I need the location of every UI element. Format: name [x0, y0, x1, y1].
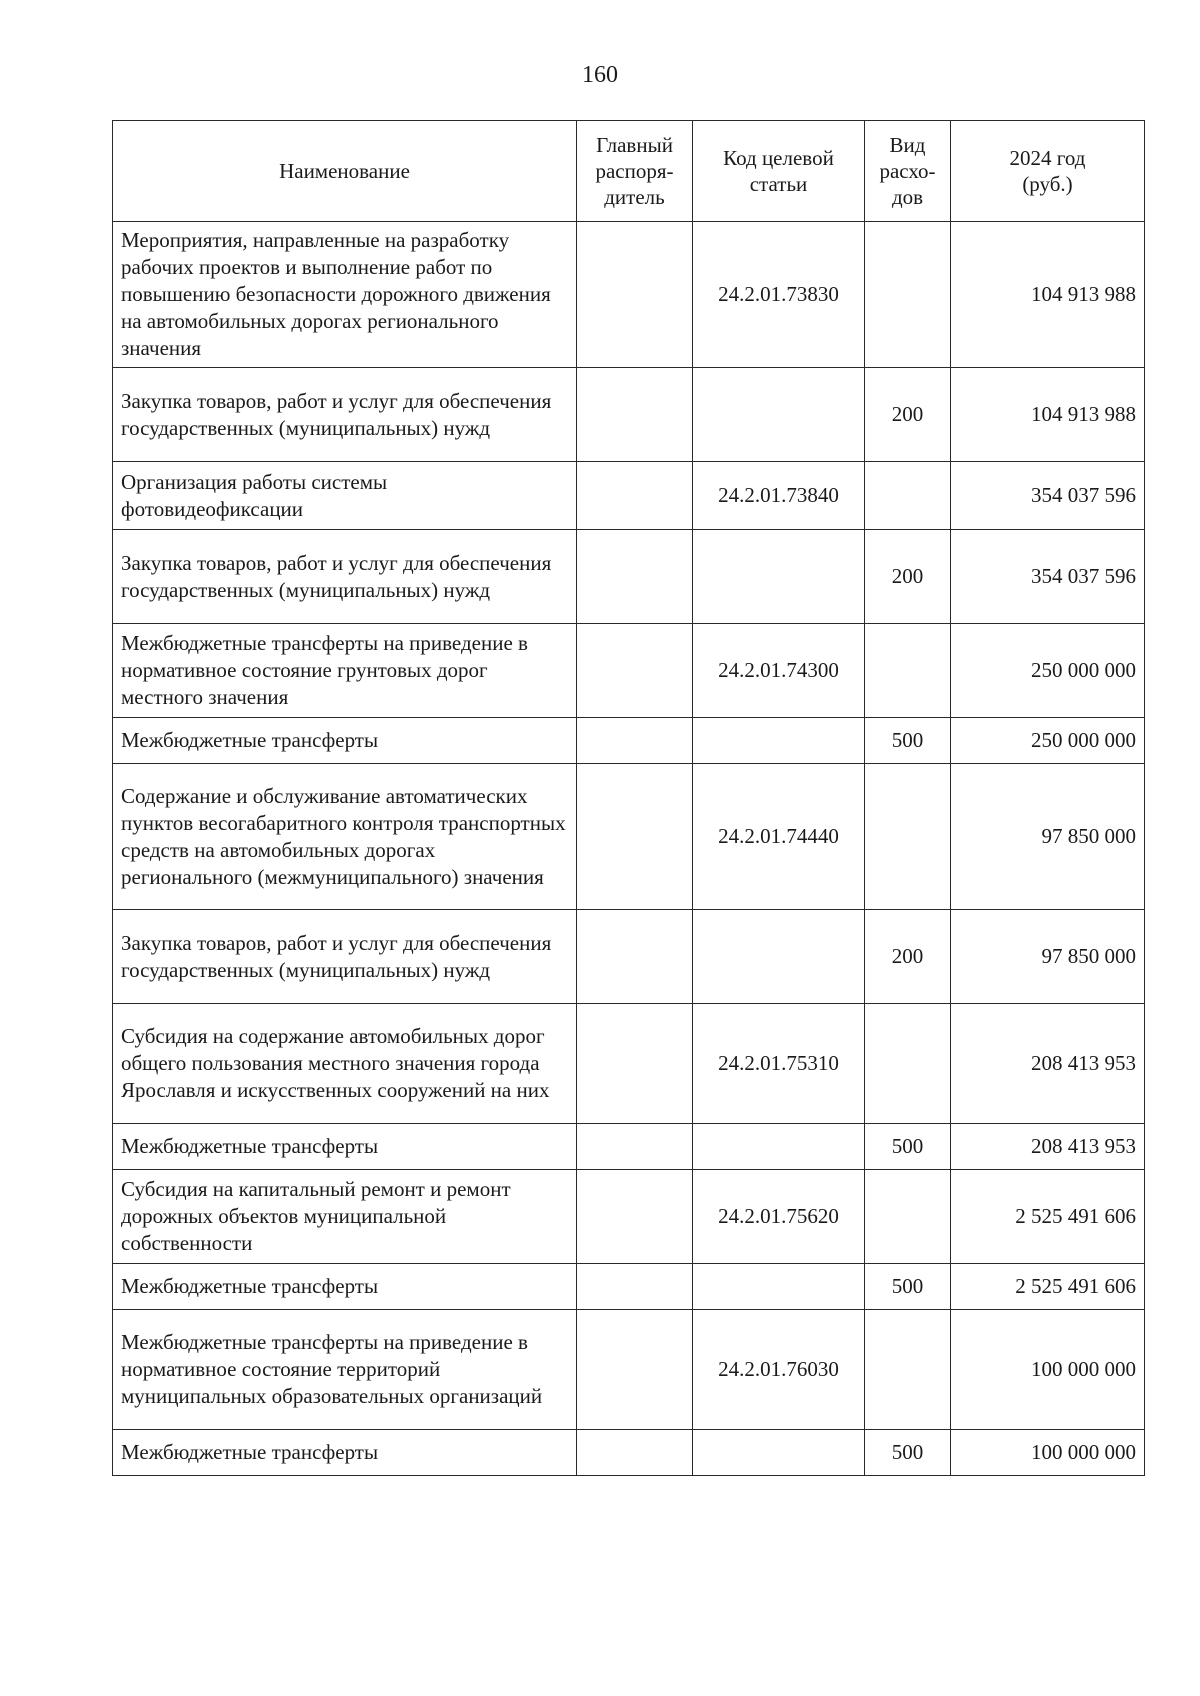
header-code-line: статьи [749, 172, 808, 196]
cell-name: Межбюджетные трансферты [113, 1430, 577, 1476]
cell-admin [577, 1310, 693, 1430]
table-row [113, 1004, 1145, 1124]
cell-name: Субсидия на содержание автомобильных дорог общего пользования местного значения города Ярославля и искусственных сооружений на них [113, 1004, 577, 1124]
cell-amount: 104 913 988 [951, 222, 1145, 368]
cell-code [693, 1264, 865, 1310]
cell-amount: 354 037 596 [951, 530, 1145, 624]
table-row [113, 624, 1145, 718]
cell-type [865, 1004, 951, 1124]
cell-amount: 250 000 000 [951, 718, 1145, 764]
header-admin-line: дитель [604, 185, 665, 209]
table-row [113, 1430, 1145, 1476]
cell-type: 500 [865, 718, 951, 764]
cell-admin [577, 462, 693, 530]
cell-code [693, 530, 865, 624]
cell-amount: 354 037 596 [951, 462, 1145, 530]
cell-name: Организация работы системы фотовидеофиксации [113, 462, 577, 530]
cell-amount: 97 850 000 [951, 910, 1145, 1004]
cell-type [865, 764, 951, 910]
cell-admin [577, 1124, 693, 1170]
header-name [113, 121, 577, 222]
cell-type [865, 222, 951, 368]
cell-type: 500 [865, 1430, 951, 1476]
cell-type: 200 [865, 368, 951, 462]
cell-name: Закупка товаров, работ и услуг для обеспечения государственных (муниципальных) нужд [113, 910, 577, 1004]
cell-code: 24.2.01.76030 [693, 1310, 865, 1430]
cell-admin [577, 368, 693, 462]
cell-amount: 104 913 988 [951, 368, 1145, 462]
cell-amount: 2 525 491 606 [951, 1170, 1145, 1264]
cell-amount: 208 413 953 [951, 1124, 1145, 1170]
table-row [113, 1310, 1145, 1430]
header-amount-line: 2024 год [1009, 146, 1086, 170]
cell-admin [577, 1264, 693, 1310]
cell-name: Закупка товаров, работ и услуг для обеспечения государственных (муниципальных) нужд [113, 530, 577, 624]
cell-admin [577, 530, 693, 624]
cell-amount: 2 525 491 606 [951, 1264, 1145, 1310]
header-admin-line: Главный [596, 133, 673, 157]
cell-type [865, 1310, 951, 1430]
table-row [113, 910, 1145, 1004]
cell-name: Межбюджетные трансферты на приведение в нормативное состояние грунтовых дорог местного значения [113, 624, 577, 718]
cell-code [693, 718, 865, 764]
cell-name: Межбюджетные трансферты [113, 718, 577, 764]
table-row [113, 1124, 1145, 1170]
table-row [113, 764, 1145, 910]
header-amount-line: (руб.) [1022, 172, 1073, 196]
header-code-line: Код целевой [723, 146, 834, 170]
cell-name: Межбюджетные трансферты [113, 1264, 577, 1310]
cell-admin [577, 718, 693, 764]
header-code [693, 121, 865, 222]
cell-name: Содержание и обслуживание автоматических пунктов весогабаритного контроля транспортных средств на автомобильных дорогах регионального (межмуниципального) значения [113, 764, 577, 910]
cell-type [865, 624, 951, 718]
cell-admin [577, 222, 693, 368]
cell-admin [577, 764, 693, 910]
cell-amount: 208 413 953 [951, 1004, 1145, 1124]
table-row [113, 530, 1145, 624]
header-type-line: дов [891, 185, 924, 209]
cell-name: Межбюджетные трансферты на приведение в нормативное состояние территорий муниципальных образовательных организаций [113, 1310, 577, 1430]
cell-admin [577, 1430, 693, 1476]
table-row [113, 718, 1145, 764]
cell-code [693, 1430, 865, 1476]
cell-name: Мероприятия, направленные на разработку рабочих проектов и выполнение работ по повышению безопасности дорожного движения на автомобильных дорогах регионального значения [113, 222, 577, 368]
cell-type [865, 462, 951, 530]
cell-amount: 250 000 000 [951, 624, 1145, 718]
cell-amount: 100 000 000 [951, 1310, 1145, 1430]
header-admin [577, 121, 693, 222]
cell-amount: 97 850 000 [951, 764, 1145, 910]
cell-type [865, 1170, 951, 1264]
table-row [113, 222, 1145, 368]
table-row [113, 1264, 1145, 1310]
budget-table [112, 120, 1145, 1476]
cell-admin [577, 910, 693, 1004]
cell-admin [577, 1004, 693, 1124]
cell-name: Закупка товаров, работ и услуг для обеспечения государственных (муниципальных) нужд [113, 368, 577, 462]
cell-name: Межбюджетные трансферты [113, 1124, 577, 1170]
table-row [113, 1170, 1145, 1264]
header-row [113, 121, 1145, 222]
header-admin-line: распоря- [595, 159, 674, 183]
cell-admin [577, 1170, 693, 1264]
table-row [113, 368, 1145, 462]
header-name-label: Наименование [279, 159, 410, 183]
cell-code: 24.2.01.75620 [693, 1170, 865, 1264]
cell-code: 24.2.01.73830 [693, 222, 865, 368]
cell-code [693, 368, 865, 462]
header-type-line: расхо- [879, 159, 936, 183]
header-amount [951, 121, 1145, 222]
header-type [865, 121, 951, 222]
cell-code: 24.2.01.73840 [693, 462, 865, 530]
page-number: 160 [582, 62, 618, 88]
cell-type: 200 [865, 530, 951, 624]
cell-code [693, 1124, 865, 1170]
cell-type: 500 [865, 1264, 951, 1310]
cell-code: 24.2.01.74440 [693, 764, 865, 910]
table-row [113, 462, 1145, 530]
cell-admin [577, 624, 693, 718]
cell-code: 24.2.01.74300 [693, 624, 865, 718]
cell-code [693, 910, 865, 1004]
cell-name: Субсидия на капитальный ремонт и ремонт дорожных объектов муниципальной собственности [113, 1170, 577, 1264]
table-header [113, 121, 1145, 222]
cell-code: 24.2.01.75310 [693, 1004, 865, 1124]
cell-type: 500 [865, 1124, 951, 1170]
cell-type: 200 [865, 910, 951, 1004]
table-body [113, 222, 1145, 1476]
cell-amount: 100 000 000 [951, 1430, 1145, 1476]
header-type-line: Вид [889, 133, 926, 157]
